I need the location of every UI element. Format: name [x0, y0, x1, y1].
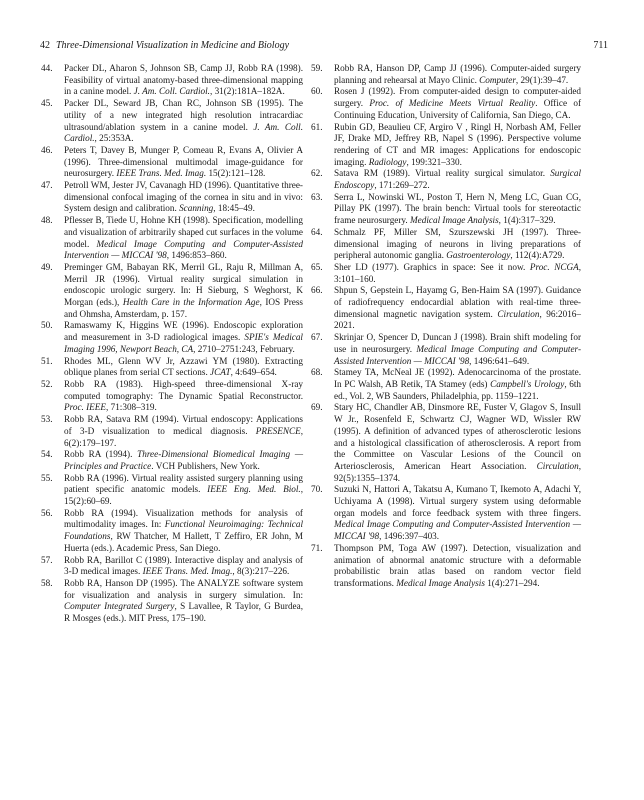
reference-text: , 29(1):39–47.	[515, 74, 569, 85]
reference-source-italic: Medical Image Computing and Computer-Assisted Intervention — MICCAI '98	[334, 519, 581, 542]
reference-text: Preminger GM, Babayan RK, Merril GL, Raju R, Millman A, Merril JR (1996). Virtual reality surgical simulation in endoscopic urologic surgery. In: H Sieburg, S Weghorst, K Morgan (eds.),	[64, 261, 303, 308]
reference-number: 47.	[41, 180, 53, 191]
chapter-number: 42	[40, 40, 50, 51]
reference-number: 60.	[311, 86, 323, 97]
reference-text: Sher LD (1977). Graphics in space: See it now.	[334, 261, 530, 272]
reference-text: , 31(2):181A–182A.	[209, 86, 285, 97]
reference-entry	[311, 285, 581, 332]
reference-source-italic: Health Care in the Information Age	[122, 297, 260, 308]
reference-text: , 6(2):179–197.	[64, 425, 303, 448]
reference-number: 52.	[41, 378, 53, 389]
header-left	[40, 40, 289, 52]
reference-number: 58.	[41, 577, 53, 588]
reference-text: Pflesser B, Tiede U, Hohne KH (1998). Specification, modelling and visualization of arbitrarily shaped cut surfaces in the volume model.	[64, 215, 303, 249]
reference-text: Robb RA, Hanson DP, Camp JJ (1996). Computer-aided surgery planning and rehearsal at Mayo Clinic.	[334, 63, 581, 85]
reference-entry	[311, 227, 581, 262]
reference-entry	[311, 168, 581, 191]
reference-number: 45.	[41, 98, 53, 109]
reference-source-italic: PRESENCE	[255, 425, 301, 436]
reference-text: . Office of Continuing Education, University of California, San Diego, CA.	[334, 98, 582, 120]
reference-number: 57.	[41, 554, 53, 565]
reference-text: Robb RA (1996). Virtual reality assisted surgery planning using patient specific anatomic models.	[64, 472, 303, 495]
reference-source-italic: Computer	[479, 74, 516, 85]
reference-source-italic: IEEE Eng. Med. Biol.	[207, 484, 301, 495]
reference-number: 48.	[41, 215, 53, 226]
reference-text: , 4:649–654.	[230, 367, 277, 378]
reference-entry	[311, 192, 581, 227]
reference-source-italic: Radiology	[368, 156, 407, 167]
reference-source-italic: Campbell's Urology	[490, 378, 565, 389]
reference-entry	[41, 98, 303, 145]
reference-source-italic: Circulation	[536, 460, 579, 471]
reference-entry	[41, 578, 303, 625]
reference-entry	[41, 379, 303, 414]
reference-source-italic: IEEE Trans. Med. Imag.	[116, 168, 207, 179]
reference-number: 69.	[311, 402, 323, 413]
reference-number: 70.	[311, 484, 323, 495]
reference-source-italic: Proc. IEEE	[64, 402, 107, 413]
reference-number: 65.	[311, 261, 323, 272]
reference-source-italic: Proc. NCGA	[529, 261, 579, 272]
reference-text: , 8(3):217–226.	[232, 566, 290, 577]
reference-number: 44.	[41, 63, 53, 73]
reference-text: Robb RA, Hanson DP (1995). The ANALYZE software system for visualization and analysis in surgery simulation. In:	[64, 577, 303, 600]
reference-text: Shpun S, Gepstein L, Hayamg G, Ben-Haim SA (1997). Guidance of radiofrequency endocardial ablation with real-time three-dimensional magnetic navigation system.	[334, 285, 581, 319]
reference-entry	[41, 262, 303, 321]
reference-text: 1(4):271–294.	[484, 577, 540, 588]
reference-entry	[41, 449, 303, 472]
reference-text: , 1(4):317–329.	[498, 215, 556, 226]
reference-source-italic: Circulation	[497, 308, 540, 319]
reference-text: , 18:45–49.	[213, 203, 255, 214]
reference-text: , 71:308–319.	[106, 402, 157, 413]
reference-number: 53.	[41, 414, 53, 425]
reference-number: 50.	[41, 320, 53, 331]
reference-source-italic: Scanning	[179, 203, 214, 214]
reference-text: , IOS Press and Ohmsha, Amsterdam, p. 157.	[64, 297, 303, 319]
reference-entry	[311, 86, 581, 121]
reference-entry	[41, 320, 303, 355]
reference-number: 68.	[311, 367, 323, 378]
reference-text: , RW Thatcher, M Hallett, T Zeffiro, ER John, M Huerta (eds.). Academic Press, San Diego.	[64, 531, 303, 553]
reference-number: 62.	[311, 168, 323, 179]
page-number: 711	[593, 40, 608, 51]
reference-text: , S Lavallee, R Taylor, G Burdea, R Mosges (eds.). MIT Press, 175–190.	[64, 601, 303, 624]
reference-source-italic: Gastroenterology	[446, 250, 511, 261]
reference-text: Satava RM (1989). Virtual reality surgical simulator.	[334, 168, 551, 179]
reference-entry	[41, 180, 303, 215]
reference-text: , 1496:853–860.	[166, 250, 227, 261]
reference-source-italic: JCAT	[210, 367, 231, 378]
reference-text: Robb RA (1983). High-speed three-dimensional X-ray computed tomography: The Dynamic Spatial Reconstructor.	[64, 378, 303, 401]
reference-text: Rosen J (1992). From computer-aided design to computer-aided surgery.	[334, 86, 581, 109]
reference-number: 55.	[41, 472, 53, 483]
reference-text: , 1496:397–403.	[379, 531, 440, 542]
reference-text: Serra L, Nowinski WL, Poston T, Hern N, Meng LC, Guan CG, Pillay PK (1997). The brain bench: Virtual tools for stereotactic frame neurosurgery.	[334, 191, 581, 226]
reference-entry	[311, 367, 581, 402]
reference-text: Peters T, Davey B, Munger P, Comeau R, Evans A, Olivier A (1996). Three-dimensional multimodal image-guidance for neurosurgery.	[64, 144, 303, 179]
reference-number: 54.	[41, 449, 53, 460]
reference-text: Ramaswamy K, Higgins WE (1996). Endoscopic exploration and measurement in 3-D radiological images.	[64, 320, 303, 343]
reference-source-italic: Surgical Endoscopy	[334, 168, 581, 191]
reference-source-italic: Computer Integrated Surgery	[64, 601, 175, 612]
reference-text: , 6th ed., Vol. 2, WB Saunders, Philadelphia, pp. 1159–1221.	[334, 378, 581, 401]
reference-number: 64.	[311, 226, 323, 237]
reference-entry	[41, 555, 303, 578]
references-right-column	[311, 63, 581, 590]
reference-number: 71.	[311, 542, 323, 553]
reference-source-italic: Proc. of Medicine Meets Virtual Reality	[369, 98, 536, 109]
reference-source-italic: Functional Neuroimaging: Technical Foundations	[64, 519, 303, 542]
reference-entry	[311, 262, 581, 285]
chapter-title: Three-Dimensional Visualization in Medicine and Biology	[56, 40, 290, 51]
reference-entry	[41, 215, 303, 262]
reference-number: 46.	[41, 144, 53, 155]
reference-entry	[41, 145, 303, 180]
reference-entry	[311, 63, 581, 86]
reference-text: Packer DL, Aharon S, Johnson SB, Camp JJ, Robb RA (1998). Feasibility of virtual anatomy-based three-dimensional mapping in a canine model.	[64, 63, 303, 97]
reference-text: , 2710–2751:243, February.	[193, 343, 295, 354]
reference-source-italic: IEEE Trans. Med. Imag.	[142, 566, 233, 577]
reference-text: Robb RA (1994). Visualization methods for analysis of multimodality images. In:	[64, 507, 303, 530]
reference-number: 61.	[311, 121, 323, 132]
reference-text: , 112(4):A729.	[510, 250, 565, 261]
reference-number: 63.	[311, 191, 323, 202]
reference-text: , 3:101–160.	[334, 261, 581, 284]
reference-text: , 199:321–330.	[406, 156, 462, 167]
reference-entry	[41, 414, 303, 449]
reference-text: Robb RA, Barillot C (1989). Interactive display and analysis of 3-D medical images.	[64, 554, 303, 577]
reference-text: , 25:353A.	[94, 133, 134, 144]
reference-number: 59.	[311, 63, 323, 73]
reference-entry	[311, 122, 581, 169]
reference-source-italic: SPIE's Medical Imaging 1996, Newport Beach, CA	[64, 332, 303, 354]
reference-text: Packer DL, Seward JB, Chan RC, Johnson SB (1995). The utility of a new integrated high resolution intracardiac ultrasound/ablation system in a canine model.	[64, 98, 303, 132]
reference-source-italic: Three-Dimensional Biomedical Imaging — Principles and Practice	[64, 449, 303, 471]
reference-text: Rhodes ML, Glenn WV Jr, Azzawi YM (1980). Extracting oblique planes from serial CT sections.	[64, 355, 303, 378]
reference-text: Thompson PM, Toga AW (1997). Detection, visualization and animation of abnormal anatomic structure with a deformable probabilistic brain atlas based on random vector field transformations.	[334, 542, 581, 588]
references-left-column	[41, 63, 303, 625]
reference-text: . VCH Publishers, New York.	[151, 460, 260, 471]
reference-text: , 15(2):60–69.	[64, 484, 304, 507]
reference-entry	[41, 508, 303, 555]
reference-source-italic: J. Am. Coll. Cardiol.	[133, 86, 210, 97]
reference-text: Robb RA, Satava RM (1994). Virtual endoscopy: Applications of 3-D visualization to medical diagnosis.	[64, 414, 303, 436]
reference-number: 49.	[41, 261, 53, 272]
reference-entry	[41, 473, 303, 508]
reference-text: Stary HC, Chandler AB, Dinsmore RE, Fuster V, Glagov S, Insull W Jr., Rosenfeld E, Schwartz CJ, Wagner WD, Wissler RW (1995). A definition of advanced types of atherosclerotic lesions and a histological classification of atherosclerosis. A report from the Committee on Vascular Lesions of the Council on Arteriosclerosis, American Heart Association.	[334, 402, 581, 471]
reference-number: 51.	[41, 355, 53, 366]
reference-source-italic: Medical Image Analysis	[396, 577, 485, 588]
reference-number: 66.	[311, 285, 323, 296]
reference-entry	[41, 356, 303, 379]
reference-source-italic: J. Am. Coll. Cardiol.	[64, 121, 303, 144]
reference-source-italic: Medical Image Computing and Computer-Assisted Intervention — MICCAI '98	[334, 343, 581, 366]
reference-text: Suzuki N, Hattori A, Takatsu A, Kumano T, Ikemoto A, Adachi Y, Uchiyama A (1998). Virtual surgery system using deformable organ models and force feedback system with three fingers.	[334, 484, 581, 518]
reference-entry	[311, 332, 581, 367]
reference-text: Skrinjar O, Spencer D, Duncan J (1998). Brain shift modeling for use in neurosurgery.	[334, 332, 581, 354]
reference-text: , 96:2016–2021.	[334, 308, 581, 331]
reference-entry	[311, 484, 581, 543]
reference-entry	[41, 63, 303, 98]
reference-text: , 92(5):1355–1374.	[334, 460, 581, 483]
reference-number: 56.	[41, 507, 53, 518]
reference-text: 15(2):121–128.	[206, 168, 266, 179]
reference-text: Robb RA (1994).	[64, 449, 138, 460]
reference-entry	[311, 543, 581, 590]
reference-text: Rubin GD, Beaulieu CF, Argiro V , Ringl H, Norbash AM, Feller JF, Drake MD, Jeffrey RB, Napel S (1996). Perspective volume rendering of CT and MR images: Applications for endoscopic imaging.	[334, 121, 581, 167]
reference-number: 67.	[311, 332, 323, 343]
reference-entry	[311, 402, 581, 484]
reference-text: Petroll WM, Jester JV, Cavanagh HD (1996). Quantitative three-dimensional confocal imaging of the cornea in situ and in vivo: System design and calibration.	[64, 180, 303, 214]
reference-source-italic: Medical Image Computing and Computer-Assisted Intervention — MICCAI '98	[64, 238, 304, 261]
reference-text: Schmalz PF, Miller SM, Szurszewski JH (1997). Three-dimensional imaging of neurons in living preparations of peripheral autonomic ganglia.	[334, 226, 581, 261]
reference-text: , 1496:641–649.	[469, 355, 530, 366]
running-header	[40, 40, 608, 52]
reference-source-italic: Medical Image Analysis	[410, 215, 499, 226]
reference-text: Stamey TA, McNeal JE (1992). Adenocarcinoma of the prostate. In PC Walsh, AB Retik, TA Stamey (eds)	[334, 367, 581, 389]
reference-text: , 171:269–272.	[374, 180, 430, 191]
